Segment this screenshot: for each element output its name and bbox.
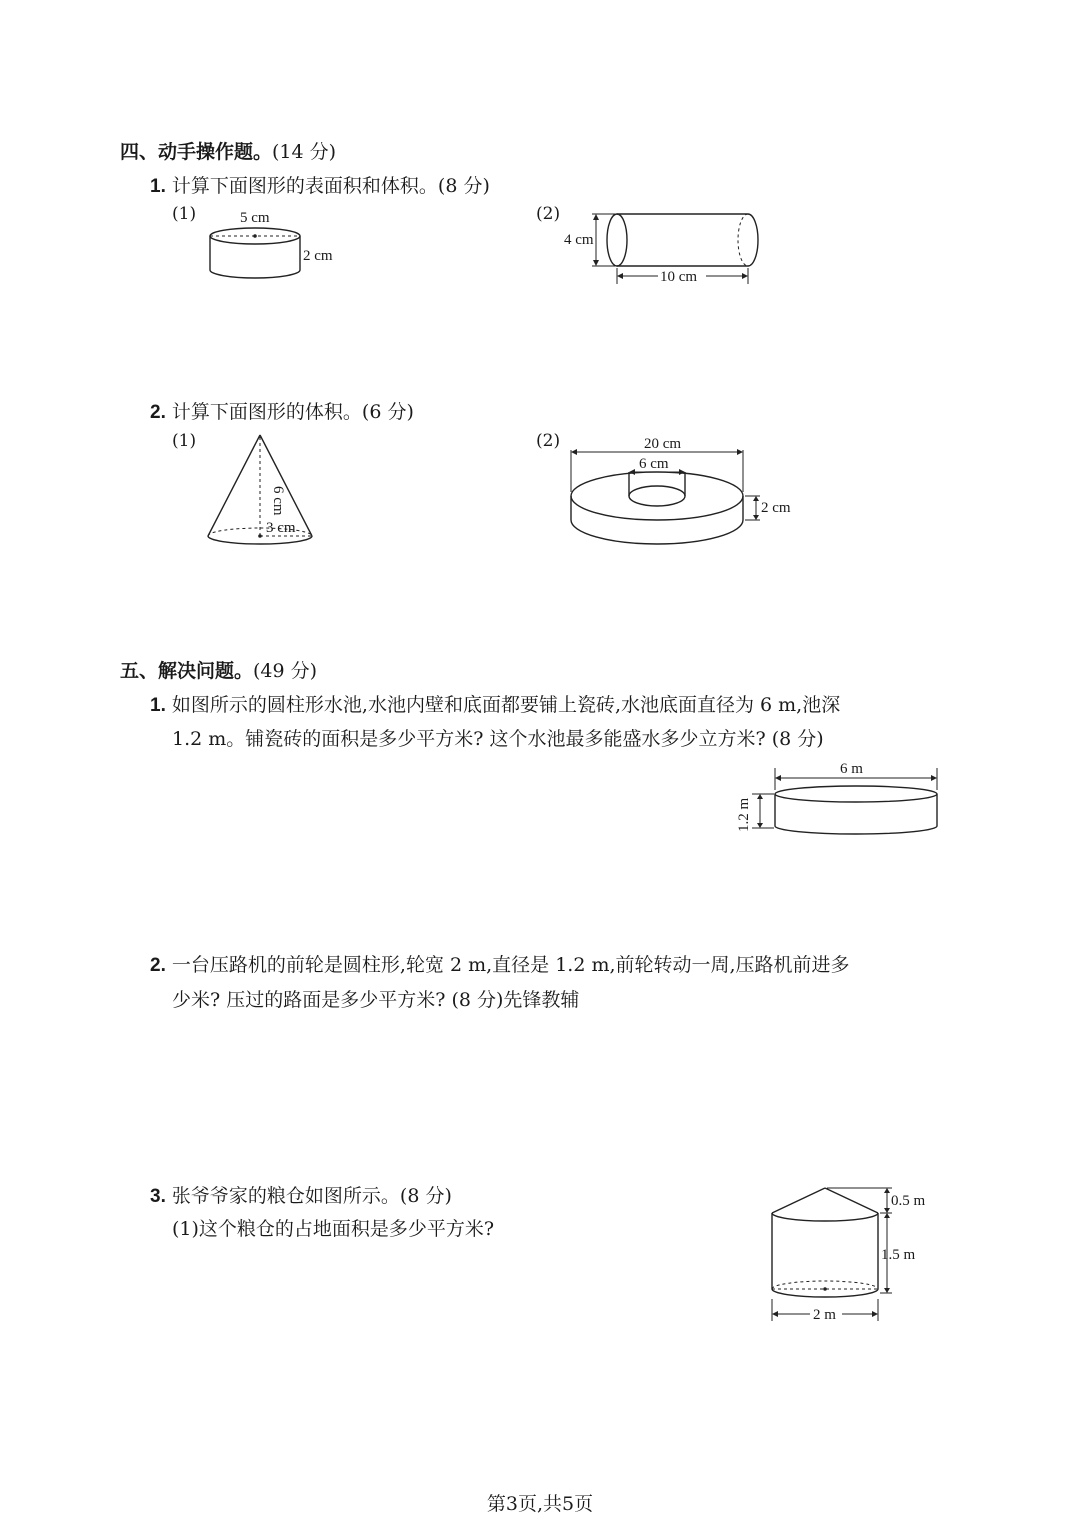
question-text-line: 1.2 m。铺瓷砖的面积是多少平方米? 这个水池最多能盛水多少立方米? (8 分) <box>172 728 824 750</box>
section-5-points: (49 分) <box>253 660 318 682</box>
diameter-label: 2 m <box>813 1307 836 1323</box>
cone-height-label: 0.5 m <box>891 1193 926 1209</box>
diameter-label: 4 cm <box>564 232 594 248</box>
pool-figure <box>730 756 950 846</box>
center-dot <box>253 234 257 238</box>
center-dot <box>823 1287 827 1291</box>
diameter-label: 6 m <box>840 761 863 777</box>
section-5-heading <box>120 656 317 683</box>
cone-side-left <box>208 435 260 536</box>
question-4-2 <box>150 397 414 424</box>
figure-label: (2) <box>536 431 561 451</box>
question-5-2 <box>150 950 850 977</box>
question-number: 1. <box>150 695 166 716</box>
horizontal-cylinder-figure <box>560 200 780 295</box>
cone-figure <box>200 428 330 553</box>
question-text: 计算下面图形的表面积和体积。(8 分) <box>171 175 490 197</box>
sub-question: (1)这个粮仓的占地面积是多少平方米? <box>172 1218 495 1240</box>
height-label: 2 cm <box>761 500 791 516</box>
bottom-arc <box>210 270 300 278</box>
inner-diameter-label: 6 cm <box>639 456 669 472</box>
figure-label: (1) <box>172 431 197 451</box>
question-text: 计算下面图形的体积。(6 分) <box>171 401 414 423</box>
left-ellipse <box>607 214 627 266</box>
question-number: 2. <box>150 402 166 423</box>
section-4-points: (14 分) <box>272 141 337 163</box>
question-text-line: 一台压路机的前轮是圆柱形,轮宽 2 m,直径是 1.2 m,前轮转动一周,压路机前进多 <box>171 954 850 976</box>
height-label: 2 cm <box>303 248 333 264</box>
top-ellipse <box>775 786 937 802</box>
question-5-3 <box>150 1181 452 1208</box>
right-arc <box>748 214 758 266</box>
granary-figure <box>760 1180 950 1330</box>
cone-base-arc <box>772 1213 878 1221</box>
question-number: 3. <box>150 1186 166 1207</box>
cone-side-left <box>772 1188 825 1213</box>
depth-label: 1.2 m <box>736 797 752 832</box>
question-5-1 <box>150 690 840 717</box>
question-number: 1. <box>150 176 166 197</box>
center-dot <box>258 534 262 538</box>
outer-bottom-arc <box>571 520 743 544</box>
question-text-line: 少米? 压过的路面是多少平方米? (8 分)先锋教辅 <box>172 989 580 1011</box>
cyl-height-label: 1.5 m <box>881 1247 916 1263</box>
question-text-line: 张爷爷家的粮仓如图所示。(8 分) <box>171 1185 452 1207</box>
diameter-label: 5 cm <box>240 210 270 226</box>
cone-side-right <box>825 1188 878 1213</box>
question-number: 2. <box>150 955 166 976</box>
radius-label: 3 cm <box>266 520 296 536</box>
figure-label: (1) <box>172 204 197 224</box>
question-text-line: 如图所示的圆柱形水池,水池内壁和底面都要铺上瓷砖,水池底面直径为 6 m,池深 <box>171 694 841 716</box>
inner-hole-ellipse <box>629 486 685 506</box>
page-number: 第3页,共5页 <box>486 1493 594 1515</box>
right-hidden-arc <box>738 214 748 266</box>
cylinder-figure <box>200 200 360 290</box>
section-4-title: 四、动手操作题。 <box>120 141 273 163</box>
outer-top-ellipse <box>571 472 743 520</box>
outer-diameter-label: 20 cm <box>644 436 682 452</box>
annulus-figure <box>560 428 820 553</box>
question-4-1 <box>150 171 490 198</box>
section-4-heading <box>120 137 336 164</box>
figure-label: (2) <box>536 204 561 224</box>
height-label: 6 cm <box>270 486 286 516</box>
section-5-title: 五、解决问题。 <box>120 660 254 682</box>
length-label: 10 cm <box>660 269 698 285</box>
bottom-arc <box>775 826 937 834</box>
